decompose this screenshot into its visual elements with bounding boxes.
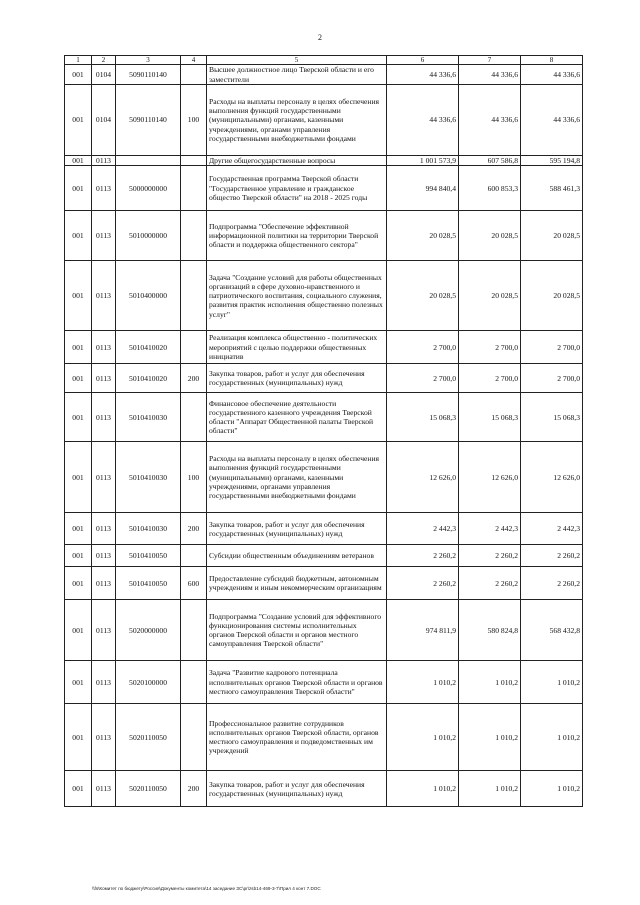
column-number-row bbox=[65, 56, 583, 65]
item-description: Финансовое обеспечение деятельности государственного казенного учреждения Тверской области "Аппарат Общественной палаты Тверской области" bbox=[207, 393, 387, 442]
table-row bbox=[65, 545, 583, 567]
table-row bbox=[65, 771, 583, 807]
amount-year-2: 2 700,0 bbox=[459, 364, 521, 393]
target-article-code: 5020000000 bbox=[116, 600, 181, 661]
expense-type-code: 200 bbox=[181, 364, 207, 393]
item-description: Другие общегосударственные вопросы bbox=[207, 156, 387, 166]
target-article-code: 5090110140 bbox=[116, 65, 181, 85]
dept-code: 001 bbox=[65, 513, 92, 545]
amount-year-1: 20 028,5 bbox=[387, 261, 459, 331]
dept-code: 001 bbox=[65, 393, 92, 442]
column-number: 8 bbox=[521, 56, 583, 65]
table-row bbox=[65, 704, 583, 771]
expense-type-code bbox=[181, 393, 207, 442]
budget-table bbox=[64, 55, 583, 807]
section-code: 0113 bbox=[92, 704, 116, 771]
table-row bbox=[65, 261, 583, 331]
amount-year-1: 44 336,6 bbox=[387, 85, 459, 156]
table-row bbox=[65, 567, 583, 600]
expense-type-code bbox=[181, 661, 207, 704]
amount-year-1: 1 010,2 bbox=[387, 771, 459, 807]
dept-code: 001 bbox=[65, 156, 92, 166]
amount-year-2: 2 260,2 bbox=[459, 545, 521, 567]
page-number: 2 bbox=[318, 33, 322, 42]
amount-year-3: 12 626,0 bbox=[521, 442, 583, 513]
item-description: Закупка товаров, работ и услуг для обеспечения государственных (муниципальных) нужд bbox=[207, 513, 387, 545]
table-row bbox=[65, 364, 583, 393]
target-article-code: 5010000000 bbox=[116, 211, 181, 261]
amount-year-2: 44 336,6 bbox=[459, 85, 521, 156]
target-article-code: 5020100000 bbox=[116, 661, 181, 704]
dept-code: 001 bbox=[65, 442, 92, 513]
column-number: 6 bbox=[387, 56, 459, 65]
section-code: 0113 bbox=[92, 661, 116, 704]
table-row bbox=[65, 166, 583, 211]
target-article-code: 5020110050 bbox=[116, 771, 181, 807]
section-code: 0104 bbox=[92, 65, 116, 85]
item-description: Подпрограмма "Обеспечение эффективной информационной политики на территории Тверской области и поддержка общественного сектора" bbox=[207, 211, 387, 261]
dept-code: 001 bbox=[65, 600, 92, 661]
amount-year-1: 12 626,0 bbox=[387, 442, 459, 513]
item-description: Расходы на выплаты персоналу в целях обеспечения выполнения функций государственными (муниципальными) органами, казенными учреждениями, органами управления государственными внебюджетными фондами bbox=[207, 442, 387, 513]
amount-year-3: 1 010,2 bbox=[521, 704, 583, 771]
expense-type-code bbox=[181, 545, 207, 567]
expense-type-code: 600 bbox=[181, 567, 207, 600]
amount-year-3: 588 461,3 bbox=[521, 166, 583, 211]
section-code: 0113 bbox=[92, 567, 116, 600]
column-number: 1 bbox=[65, 56, 92, 65]
dept-code: 001 bbox=[65, 771, 92, 807]
dept-code: 001 bbox=[65, 545, 92, 567]
amount-year-1: 2 700,0 bbox=[387, 331, 459, 364]
file-path-footer: \\fs\Комитет по бюджету\Россия\Документы комитета\14 заседание ЗС\pr\zsb14-469-3-7\Прил 4 конт 7.DOC bbox=[92, 886, 321, 891]
column-number: 4 bbox=[181, 56, 207, 65]
target-article-code: 5010400000 bbox=[116, 261, 181, 331]
table-row bbox=[65, 600, 583, 661]
expense-type-code bbox=[181, 211, 207, 261]
item-description: Высшее должностное лицо Тверской области и его заместители bbox=[207, 65, 387, 85]
amount-year-3: 1 010,2 bbox=[521, 771, 583, 807]
column-number: 3 bbox=[116, 56, 181, 65]
amount-year-3: 20 028,5 bbox=[521, 261, 583, 331]
item-description: Субсидии общественным объединениям ветеранов bbox=[207, 545, 387, 567]
dept-code: 001 bbox=[65, 661, 92, 704]
amount-year-2: 44 336,6 bbox=[459, 65, 521, 85]
item-description: Закупка товаров, работ и услуг для обеспечения государственных (муниципальных) нужд bbox=[207, 771, 387, 807]
target-article-code: 5010410020 bbox=[116, 364, 181, 393]
dept-code: 001 bbox=[65, 65, 92, 85]
column-number: 7 bbox=[459, 56, 521, 65]
dept-code: 001 bbox=[65, 364, 92, 393]
dept-code: 001 bbox=[65, 331, 92, 364]
table-row bbox=[65, 331, 583, 364]
dept-code: 001 bbox=[65, 261, 92, 331]
amount-year-2: 1 010,2 bbox=[459, 704, 521, 771]
amount-year-3: 1 010,2 bbox=[521, 661, 583, 704]
amount-year-2: 607 586,8 bbox=[459, 156, 521, 166]
item-description: Предоставление субсидий бюджетным, автономным учреждениям и иным некоммерческим организациям bbox=[207, 567, 387, 600]
amount-year-2: 600 853,3 bbox=[459, 166, 521, 211]
amount-year-1: 2 700,0 bbox=[387, 364, 459, 393]
expense-type-code: 200 bbox=[181, 513, 207, 545]
section-code: 0113 bbox=[92, 442, 116, 513]
item-description: Расходы на выплаты персоналу в целях обеспечения выполнения функций государственными (муниципальными) органами, казенными учреждениями, органами управления государственными внебюджетными фондами bbox=[207, 85, 387, 156]
section-code: 0113 bbox=[92, 513, 116, 545]
dept-code: 001 bbox=[65, 85, 92, 156]
section-code: 0113 bbox=[92, 545, 116, 567]
amount-year-2: 1 010,2 bbox=[459, 661, 521, 704]
section-code: 0113 bbox=[92, 166, 116, 211]
target-article-code: 5010410050 bbox=[116, 567, 181, 600]
dept-code: 001 bbox=[65, 166, 92, 211]
amount-year-2: 15 068,3 bbox=[459, 393, 521, 442]
dept-code: 001 bbox=[65, 567, 92, 600]
target-article-code: 5000000000 bbox=[116, 166, 181, 211]
section-code: 0113 bbox=[92, 331, 116, 364]
target-article-code: 5010410050 bbox=[116, 545, 181, 567]
target-article-code: 5010410030 bbox=[116, 513, 181, 545]
expense-type-code: 100 bbox=[181, 85, 207, 156]
amount-year-3: 2 700,0 bbox=[521, 331, 583, 364]
table-row bbox=[65, 156, 583, 166]
target-article-code bbox=[116, 156, 181, 166]
amount-year-1: 15 068,3 bbox=[387, 393, 459, 442]
amount-year-3: 44 336,6 bbox=[521, 65, 583, 85]
target-article-code: 5010410030 bbox=[116, 442, 181, 513]
expense-type-code bbox=[181, 65, 207, 85]
amount-year-1: 44 336,6 bbox=[387, 65, 459, 85]
amount-year-1: 1 010,2 bbox=[387, 704, 459, 771]
expense-type-code bbox=[181, 166, 207, 211]
section-code: 0113 bbox=[92, 261, 116, 331]
amount-year-1: 2 260,2 bbox=[387, 567, 459, 600]
amount-year-2: 580 824,8 bbox=[459, 600, 521, 661]
dept-code: 001 bbox=[65, 211, 92, 261]
section-code: 0113 bbox=[92, 771, 116, 807]
amount-year-1: 2 260,2 bbox=[387, 545, 459, 567]
table-row bbox=[65, 661, 583, 704]
amount-year-1: 20 028,5 bbox=[387, 211, 459, 261]
amount-year-3: 2 260,2 bbox=[521, 567, 583, 600]
table-row bbox=[65, 65, 583, 85]
amount-year-1: 1 001 573,9 bbox=[387, 156, 459, 166]
table-row bbox=[65, 393, 583, 442]
table-row bbox=[65, 513, 583, 545]
section-code: 0113 bbox=[92, 364, 116, 393]
target-article-code: 5020110050 bbox=[116, 704, 181, 771]
amount-year-2: 2 260,2 bbox=[459, 567, 521, 600]
amount-year-3: 568 432,8 bbox=[521, 600, 583, 661]
amount-year-3: 20 028,5 bbox=[521, 211, 583, 261]
amount-year-2: 20 028,5 bbox=[459, 261, 521, 331]
amount-year-1: 974 811,9 bbox=[387, 600, 459, 661]
amount-year-2: 2 700,0 bbox=[459, 331, 521, 364]
amount-year-3: 2 700,0 bbox=[521, 364, 583, 393]
expense-type-code bbox=[181, 156, 207, 166]
item-description: Задача "Создание условий для работы общественных организаций в сфере духовно-нравственного и патриотического воспитания, социального служения, развития практик исполнения общественно полезных услуг" bbox=[207, 261, 387, 331]
target-article-code: 5090110140 bbox=[116, 85, 181, 156]
amount-year-2: 2 442,3 bbox=[459, 513, 521, 545]
amount-year-3: 2 442,3 bbox=[521, 513, 583, 545]
column-number: 2 bbox=[92, 56, 116, 65]
target-article-code: 5010410030 bbox=[116, 393, 181, 442]
column-number: 5 bbox=[207, 56, 387, 65]
amount-year-1: 2 442,3 bbox=[387, 513, 459, 545]
expense-type-code bbox=[181, 331, 207, 364]
expense-type-code bbox=[181, 600, 207, 661]
amount-year-2: 20 028,5 bbox=[459, 211, 521, 261]
item-description: Профессиональное развитие сотрудников исполнительных органов Тверской области, органов местного самоуправления и подведомственных им учреждений bbox=[207, 704, 387, 771]
expense-type-code bbox=[181, 704, 207, 771]
amount-year-3: 15 068,3 bbox=[521, 393, 583, 442]
amount-year-3: 44 336,6 bbox=[521, 85, 583, 156]
expense-type-code: 100 bbox=[181, 442, 207, 513]
amount-year-1: 1 010,2 bbox=[387, 661, 459, 704]
section-code: 0113 bbox=[92, 600, 116, 661]
amount-year-3: 2 260,2 bbox=[521, 545, 583, 567]
section-code: 0113 bbox=[92, 393, 116, 442]
section-code: 0104 bbox=[92, 85, 116, 156]
expense-type-code bbox=[181, 261, 207, 331]
amount-year-1: 994 840,4 bbox=[387, 166, 459, 211]
item-description: Государственная программа Тверской области "Государственное управление и гражданское общество Тверской области" на 2018 - 2025 годы bbox=[207, 166, 387, 211]
amount-year-2: 12 626,0 bbox=[459, 442, 521, 513]
amount-year-3: 595 194,8 bbox=[521, 156, 583, 166]
item-description: Реализация комплекса общественно - политических мероприятий с целью поддержки общественных инициатив bbox=[207, 331, 387, 364]
item-description: Подпрограмма "Создание условий для эффективного функционирования системы исполнительных органов Тверской области и органов местного самоуправления Тверской области" bbox=[207, 600, 387, 661]
section-code: 0113 bbox=[92, 156, 116, 166]
section-code: 0113 bbox=[92, 211, 116, 261]
dept-code: 001 bbox=[65, 704, 92, 771]
item-description: Закупка товаров, работ и услуг для обеспечения государственных (муниципальных) нужд bbox=[207, 364, 387, 393]
expense-type-code: 200 bbox=[181, 771, 207, 807]
item-description: Задача "Развитие кадрового потенциала исполнительных органов Тверской области и органов местного самоуправления Тверской области" bbox=[207, 661, 387, 704]
table-row bbox=[65, 211, 583, 261]
target-article-code: 5010410020 bbox=[116, 331, 181, 364]
table-row bbox=[65, 442, 583, 513]
amount-year-2: 1 010,2 bbox=[459, 771, 521, 807]
table-row bbox=[65, 85, 583, 156]
